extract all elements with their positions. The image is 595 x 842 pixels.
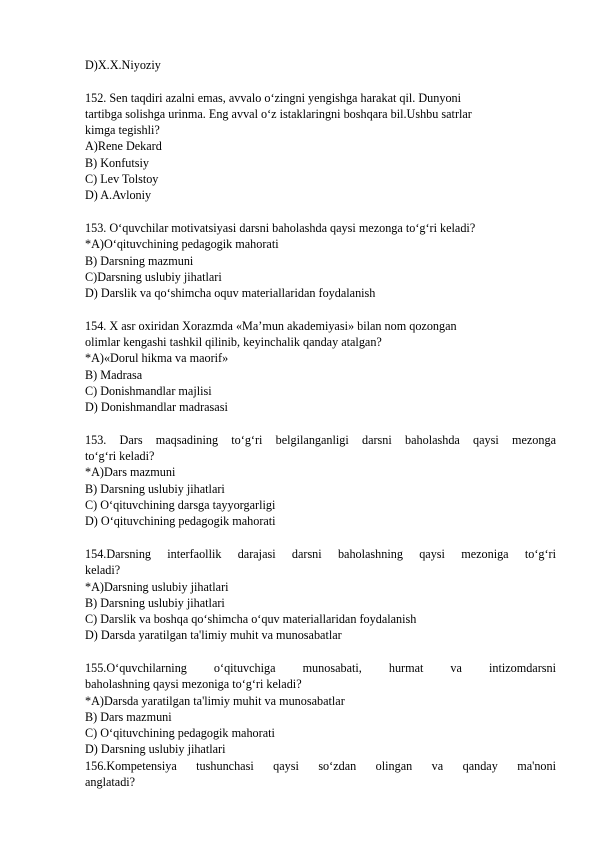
blank-line: [85, 644, 556, 660]
answer-option: C) O‘qituvchining pedagogik mahorati: [85, 726, 275, 741]
answer-option: D) Darsning uslubiy jihatlari: [85, 742, 226, 757]
question-line: 153. O‘quvchilar motivatsiyasi darsni baholashda qaysi mezonga to‘g‘ri keladi?: [85, 220, 476, 235]
answer-option: C) Lev Tolstoy: [85, 172, 159, 187]
question-line: baholashning qaysi mezoniga to‘g‘ri keladi?: [85, 677, 302, 692]
question-line: 153. Dars maqsadining to‘g‘ri belgilanganligi darsni baholashda qaysi mezonga: [85, 432, 556, 447]
answer-option: D) O‘qituvchining pedagogik mahorati: [85, 514, 276, 529]
answer-option: *A)«Dorul hikma va maorif»: [85, 351, 229, 366]
question-line: 155.O‘quvchilarning o‘qituvchiga munosabati, hurmat va intizomdarsni: [85, 660, 556, 675]
answer-option: B) Madrasa: [85, 367, 143, 382]
answer-option: D)X.X.Niyoziy: [85, 58, 161, 72]
question-line: anglatadi?: [85, 775, 136, 790]
answer-option: D) A.Avloniy: [85, 188, 152, 203]
answer-option: *A)Dars mazmuni: [85, 465, 176, 480]
answer-option: D) Donishmandlar madrasasi: [85, 400, 228, 415]
answer-option: C) Darslik va boshqa qo‘shimcha o‘quv materiallaridan foydalanish: [85, 612, 417, 627]
blank-line: [85, 73, 556, 89]
answer-option: *A)Darsda yaratilgan ta'limiy muhit va munosabatlar: [85, 693, 345, 708]
answer-option: B) Darsning mazmuni: [85, 253, 194, 268]
answer-option: A)Rene Dekard: [85, 139, 162, 154]
answer-option: B) Konfutsiy: [85, 155, 149, 170]
question-line: olimlar kengashi tashkil qilinib, keyinchalik qanday atalgan?: [85, 335, 382, 350]
blank-line: [85, 530, 556, 546]
answer-option: *A)Darsning uslubiy jihatlari: [85, 579, 229, 594]
answer-option: C) O‘qituvchining darsga tayyorgarligi: [85, 498, 276, 513]
answer-option: *A)O‘qituvchining pedagogik mahorati: [85, 237, 279, 252]
answer-option: B) Darsning uslubiy jihatlari: [85, 595, 225, 610]
blank-line: [85, 204, 556, 220]
question-line: to‘g‘ri keladi?: [85, 449, 155, 464]
blank-line: [85, 301, 556, 317]
question-line: 154. X asr oxiridan Xorazmda «Ma’mun akademiyasi» bilan nom qozongan: [85, 318, 457, 333]
answer-option: D) Darslik va qo‘shimcha oquv materiallaridan foydalanish: [85, 286, 376, 301]
answer-option: C) Donishmandlar majlisi: [85, 383, 212, 398]
answer-option: B) Dars mazmuni: [85, 709, 172, 724]
question-line: kimga tegishli?: [85, 123, 160, 138]
question-line: 156.Kompetensiya tushunchasi qaysi so‘zdan olingan va qanday ma'noni: [85, 758, 556, 773]
answer-option: D) Darsda yaratilgan ta'limiy muhit va munosabatlar: [85, 628, 342, 643]
answer-option: C)Darsning uslubiy jihatlari: [85, 269, 222, 284]
question-line: keladi?: [85, 563, 121, 578]
answer-option: B) Darsning uslubiy jihatlari: [85, 481, 225, 496]
blank-line: [85, 416, 556, 432]
document-body: [85, 57, 556, 790]
question-line: 152. Sen taqdiri azalni emas, avvalo o‘zingni yengishga harakat qil. Dunyoni: [85, 90, 462, 105]
question-line: tartibga solishga urinma. Eng avval o‘z istaklaringni boshqara bil.Ushbu satrlar: [85, 106, 472, 121]
question-line: 154.Darsning interfaollik darajasi darsni baholashning qaysi mezoniga to‘g‘ri: [85, 546, 556, 561]
